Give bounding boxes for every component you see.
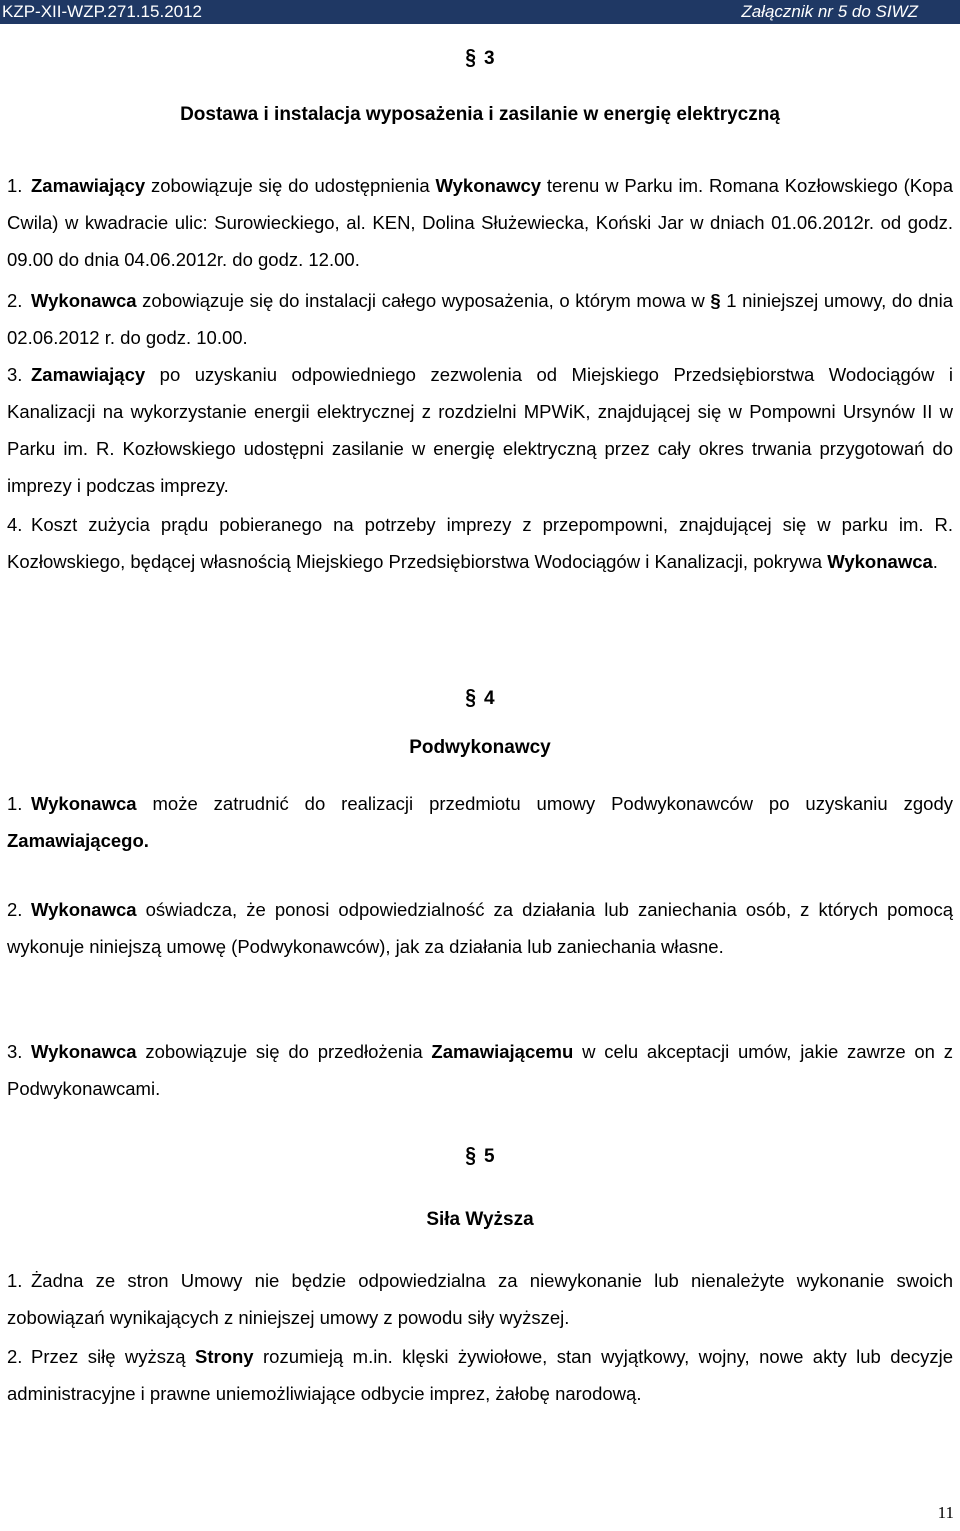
paragraph-sign: § xyxy=(710,290,721,311)
paragraph-sign: § xyxy=(465,1144,476,1169)
page-number: 11 xyxy=(937,1503,954,1522)
document-reference: KZP-XII-WZP.271.15.2012 xyxy=(2,2,203,21)
section-5-item-1: 1. Żadna ze stron Umowy nie będzie odpowiedzialna za niewykonanie lub nienależyte wykonanie swoich zobowiązań wynikających z niniejszej umowy z powodu siły wyższej. xyxy=(7,1270,953,1328)
section-4-item-2: 2. Wykonawca oświadcza, że ponosi odpowiedzialność za działania lub zaniechania osób, z których pomocą wykonuje niniejszą umowę (Podwykonawców), jak za działania lub zaniechania własne. xyxy=(7,899,953,957)
paragraph-sign: § xyxy=(465,686,476,711)
section-number: 4 xyxy=(484,688,495,709)
paragraph-sign: § xyxy=(465,46,476,71)
section-4-item-3: 3. Wykonawca zobowiązuje się do przedłożenia Zamawiającemu w celu akceptacji umów, jakie zawrze on z Podwykonawcami. xyxy=(7,1041,953,1099)
section-4-heading xyxy=(0,688,960,710)
section-5-title: Siła Wyższa xyxy=(426,1209,534,1230)
section-3-item-2: 2. Wykonawca zobowiązuje się do instalacji całego wyposażenia, o którym mowa w § 1 niniejszej umowy, do dnia 02.06.2012 r. do godz. 10.00. xyxy=(7,290,953,348)
section-4-title: Podwykonawcy xyxy=(409,737,551,758)
section-5-item-2: 2. Przez siłę wyższą Strony rozumieją m.in. klęski żywiołowe, stan wyjątkowy, wojny, nowe akty lub decyzje administracyjne i prawne uniemożliwiające odbycie imprez, żałobę narodową. xyxy=(7,1346,953,1404)
section-3-heading xyxy=(0,48,960,70)
section-number: 3 xyxy=(484,48,495,69)
section-3-item-1: 1. Zamawiający zobowiązuje się do udostępnienia Wykonawcy terenu w Parku im. Romana Kozłowskiego (Kopa Cwila) w kwadracie ulic: Surowieckiego, al. KEN, Dolina Służewiecka, Koński Jar w dniach 01.06.2012r. od godz. 09.00 do dnia 04.06.2012r. do godz. 12.00. xyxy=(7,175,953,270)
section-number: 5 xyxy=(484,1146,495,1167)
section-4-item-1: 1. Wykonawca może zatrudnić do realizacji przedmiotu umowy Podwykonawców po uzyskaniu zgody Zamawiającego. xyxy=(7,793,953,851)
section-5-heading xyxy=(0,1146,960,1168)
section-3-item-4: 4. Koszt zużycia prądu pobieranego na potrzeby imprezy z przepompowni, znajdującej się w parku im. R. Kozłowskiego, będącej własnością Miejskiego Przedsiębiorstwa Wodociągów i Kanalizacji, pokrywa Wykonawca. xyxy=(7,514,953,572)
section-3-item-3: 3. Zamawiający po uzyskaniu odpowiedniego zezwolenia od Miejskiego Przedsiębiorstwa Wodociągów i Kanalizacji na wykorzystanie energii elektrycznej z rozdzielni MPWiK, znajdującej się w Pompowni Ursynów II w Parku im. R. Kozłowskiego udostępni zasilanie w energię elektryczną przez cały okres trwania przygotowań do imprezy i podczas imprezy. xyxy=(7,364,953,496)
attachment-label: Załącznik nr 5 do SIWZ xyxy=(741,2,918,21)
page-header xyxy=(0,0,960,24)
section-3-title: Dostawa i instalacja wyposażenia i zasilanie w energię elektryczną xyxy=(180,104,780,125)
